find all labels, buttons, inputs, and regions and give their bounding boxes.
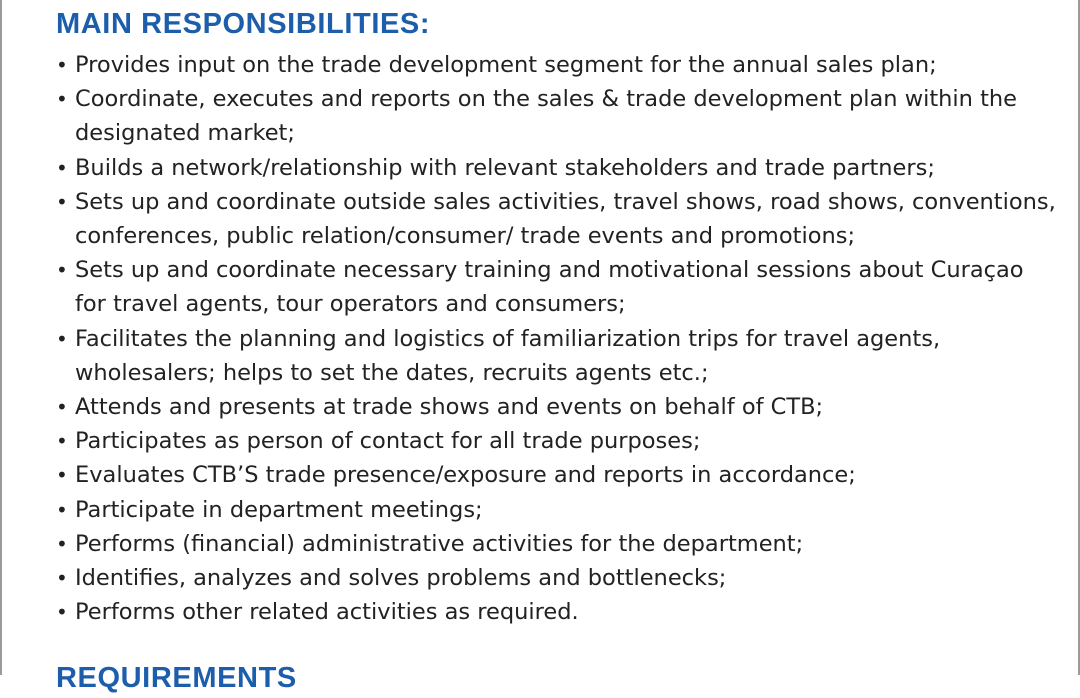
bullet-icon: • (56, 531, 68, 556)
list-item-text: Sets up and coordinate necessary training and motivational sessions about Curaçao for travel agents, tour operators and consumers; (75, 257, 1024, 318)
bullet-icon: • (56, 395, 68, 420)
bullet-icon: • (56, 189, 68, 214)
bullet-icon: • (56, 87, 68, 112)
list-item (56, 185, 1056, 253)
list-item-text: Coordinate, executes and reports on the sales & trade development plan within the designated market; (75, 86, 1018, 147)
bullet-icon: • (56, 566, 68, 591)
list-item (56, 595, 1056, 629)
responsibilities-list (56, 48, 1056, 629)
list-item (56, 493, 1056, 527)
list-item (56, 424, 1056, 458)
list-item (56, 253, 1056, 321)
list-item (56, 527, 1056, 561)
list-item (56, 561, 1056, 595)
list-item (56, 458, 1056, 492)
bullet-icon: • (56, 429, 68, 454)
list-item (56, 48, 1056, 82)
list-item-text: Builds a network/relationship with relevant stakeholders and trade partners; (75, 154, 935, 181)
list-item-text: Identifies, analyzes and solves problems and bottlenecks; (75, 565, 727, 592)
bullet-icon: • (56, 258, 68, 283)
list-item-text: Performs (financial) administrative activities for the department; (75, 530, 804, 557)
bullet-icon: • (56, 463, 68, 488)
list-item-text: Participates as person of contact for all trade purposes; (75, 428, 701, 455)
list-item-text: Performs other related activities as required. (75, 599, 579, 626)
list-item-text: Attends and presents at trade shows and events on behalf of CTB; (75, 394, 824, 421)
list-item-text: Facilitates the planning and logistics of familiarization trips for travel agents, wholesalers; helps to set the dates, recruits agents etc.; (75, 325, 941, 386)
left-border (0, 0, 2, 675)
requirements-heading: REQUIREMENTS (56, 662, 297, 694)
list-item-text: Participate in department meetings; (75, 496, 483, 523)
list-item (56, 390, 1056, 424)
list-item (56, 151, 1056, 185)
list-item-text: Evaluates CTB’S trade presence/exposure and reports in accordance; (75, 462, 856, 489)
list-item (56, 82, 1056, 150)
main-responsibilities-heading: MAIN RESPONSIBILITIES: (56, 8, 431, 40)
list-item (56, 322, 1056, 390)
list-item-text: Sets up and coordinate outside sales activities, travel shows, road shows, conventions, conferences, public relation/consumer/ trade events and promotions; (75, 188, 1056, 250)
bullet-icon: • (56, 155, 68, 180)
bullet-icon: • (56, 600, 68, 625)
list-item-text: Provides input on the trade development segment for the annual sales plan; (75, 52, 937, 78)
bullet-icon: • (56, 53, 68, 77)
bullet-icon: • (56, 497, 68, 522)
bullet-icon: • (56, 326, 68, 351)
